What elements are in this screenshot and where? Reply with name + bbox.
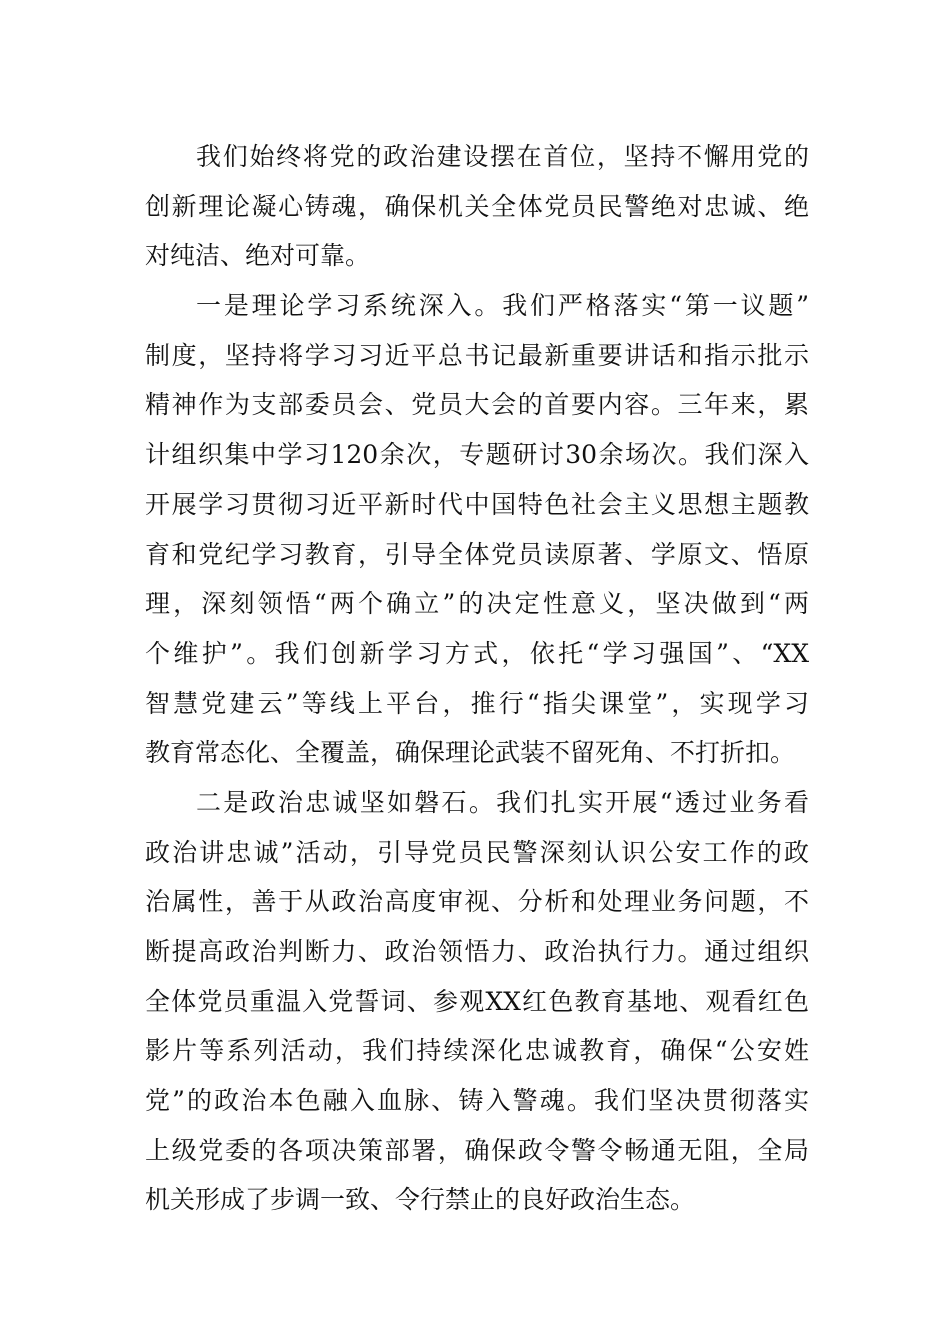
text-line: 对纯洁、绝对可靠。 bbox=[145, 241, 371, 271]
paragraph-3 bbox=[145, 778, 809, 1225]
text-line: 计组织集中学习120余次，专题研讨30余场次。我们深入 bbox=[145, 440, 809, 470]
text-line: 影片等系列活动，我们持续深化忠诚教育，确保“公安姓 bbox=[145, 1036, 809, 1066]
text-line: 育和党纪学习教育，引导全体党员读原著、学原文、悟原 bbox=[145, 539, 809, 569]
text-line: 二是政治忠诚坚如磐石。我们扎实开展“透过业务看 bbox=[196, 787, 809, 817]
text-line: 全体党员重温入党誓词、参观XX红色教育基地、观看红色 bbox=[145, 986, 809, 1016]
text-line: 政治讲忠诚”活动，引导党员民警深刻认识公安工作的政 bbox=[145, 837, 809, 867]
text-line: 精神作为支部委员会、党员大会的首要内容。三年来，累 bbox=[145, 390, 809, 420]
text-line: 断提高政治判断力、政治领悟力、政治执行力。通过组织 bbox=[145, 937, 809, 966]
text-line: 制度，坚持将学习习近平总书记最新重要讲话和指示批示 bbox=[145, 340, 809, 370]
text-line: 教育常态化、全覆盖，确保理论武装不留死角、不打折扣。 bbox=[145, 738, 796, 768]
text-line: 个维护”。我们创新学习方式，依托“学习强国”、“XX bbox=[145, 638, 809, 668]
text-line: 机关形成了步调一致、令行禁止的良好政治生态。 bbox=[145, 1185, 696, 1215]
text-line: 我们始终将党的政治建设摆在首位，坚持不懈用党的 bbox=[196, 142, 809, 171]
text-line: 智慧党建云”等线上平台，推行“指尖课堂”，实现学习 bbox=[145, 688, 809, 718]
text-line: 创新理论凝心铸魂，确保机关全体党员民警绝对忠诚、绝 bbox=[145, 191, 809, 221]
document-body bbox=[145, 132, 809, 1225]
text-line: 治属性，善于从政治高度审视、分析和处理业务问题，不 bbox=[145, 887, 809, 917]
text-line: 理，深刻领悟“两个确立”的决定性意义，坚决做到“两 bbox=[145, 589, 809, 619]
paragraph-2 bbox=[145, 281, 809, 778]
text-line: 开展学习贯彻习近平新时代中国特色社会主义思想主题教 bbox=[145, 489, 809, 519]
text-line: 上级党委的各项决策部署，确保政令警令畅通无阻，全局 bbox=[145, 1135, 809, 1165]
text-line: 党”的政治本色融入血脉、铸入警魂。我们坚决贯彻落实 bbox=[145, 1086, 809, 1116]
text-line: 一是理论学习系统深入。我们严格落实“第一议题” bbox=[196, 291, 809, 321]
paragraph-1 bbox=[145, 132, 809, 281]
